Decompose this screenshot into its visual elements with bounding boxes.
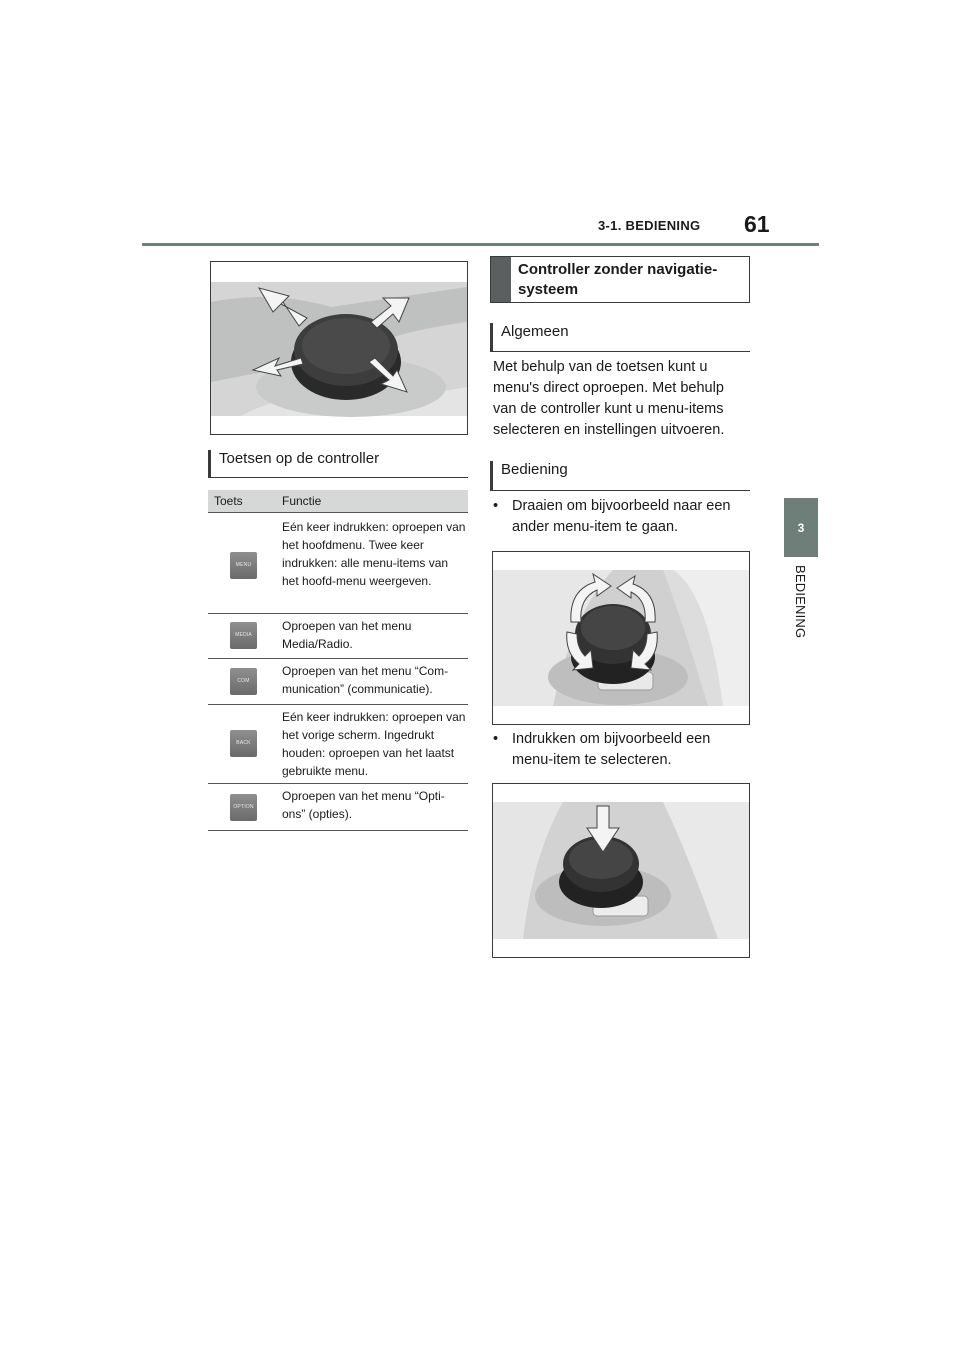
table-row xyxy=(208,659,468,705)
section-heading-general-text: Algemeen xyxy=(501,323,569,340)
controller-rotate-figure xyxy=(492,551,750,725)
section-heading-operation xyxy=(490,461,750,491)
table-row xyxy=(208,784,468,831)
chapter-label xyxy=(778,565,824,645)
box-heading-text: Controller zonder navigatie-systeem xyxy=(518,261,718,298)
chapter-tab xyxy=(784,498,818,557)
bullet-rotate xyxy=(493,496,748,538)
section-heading-keys xyxy=(208,450,468,478)
table-cell-function: Oproepen van het menu “Opti-ons” (opties). xyxy=(282,789,445,821)
table-row xyxy=(208,614,468,659)
section-heading-keys-text: Toetsen op de controller xyxy=(219,450,380,467)
controller-tilt-figure xyxy=(210,261,468,435)
option-key-icon: OPTION xyxy=(230,794,257,821)
controller-press-figure xyxy=(492,783,750,958)
media-key-icon: MEDIA xyxy=(230,622,257,649)
column-header-function: Functie xyxy=(282,494,322,508)
keys-table xyxy=(208,490,468,831)
table-cell-function: Oproepen van het menu Media/Radio. xyxy=(282,619,412,651)
bullet-press-text: Indrukken om bijvoorbeeld een menu-item te selecteren. xyxy=(512,731,711,768)
box-heading xyxy=(490,256,750,303)
bullet-rotate-text: Draaien om bijvoorbeeld naar een ander menu-item te gaan. xyxy=(512,498,731,535)
table-header xyxy=(208,490,468,513)
chapter-number: 3 xyxy=(797,520,805,535)
table-row xyxy=(208,513,468,614)
bullet-symbol: • xyxy=(493,731,499,747)
back-key-icon: BACK xyxy=(230,730,257,757)
header-rule xyxy=(142,243,819,246)
bullet-press xyxy=(493,729,748,771)
column-header-key: Toets xyxy=(214,494,243,508)
section-heading-general xyxy=(490,323,750,352)
box-heading-bar xyxy=(491,257,511,302)
section-title: 3-1. BEDIENING xyxy=(598,218,701,233)
chapter-label-text: BEDIENING xyxy=(793,565,808,639)
table-cell-function: Eén keer indrukken: oproepen van het vorige scherm. Ingedrukt houden: oproepen van het laatst gebruikte menu. xyxy=(282,710,466,778)
table-cell-function: Oproepen van het menu “Com-munication” (communicatie). xyxy=(282,664,449,696)
com-key-icon: COM xyxy=(230,668,257,695)
section-heading-operation-text: Bediening xyxy=(501,461,568,478)
general-paragraph: Met behulp van de toetsen kunt u menu's direct oproepen. Met behulp van de controller kunt u menu-items selecteren en instellingen uitvoeren. xyxy=(493,359,725,438)
table-cell-function: Eén keer indrukken: oproepen van het hoofdmenu. Twee keer indrukken: alle menu-items van het hoofd-menu weergeven. xyxy=(282,520,466,588)
menu-key-icon: MENU xyxy=(230,552,257,579)
page-number: 61 xyxy=(744,211,770,237)
bullet-symbol: • xyxy=(493,498,499,514)
table-row xyxy=(208,705,468,784)
